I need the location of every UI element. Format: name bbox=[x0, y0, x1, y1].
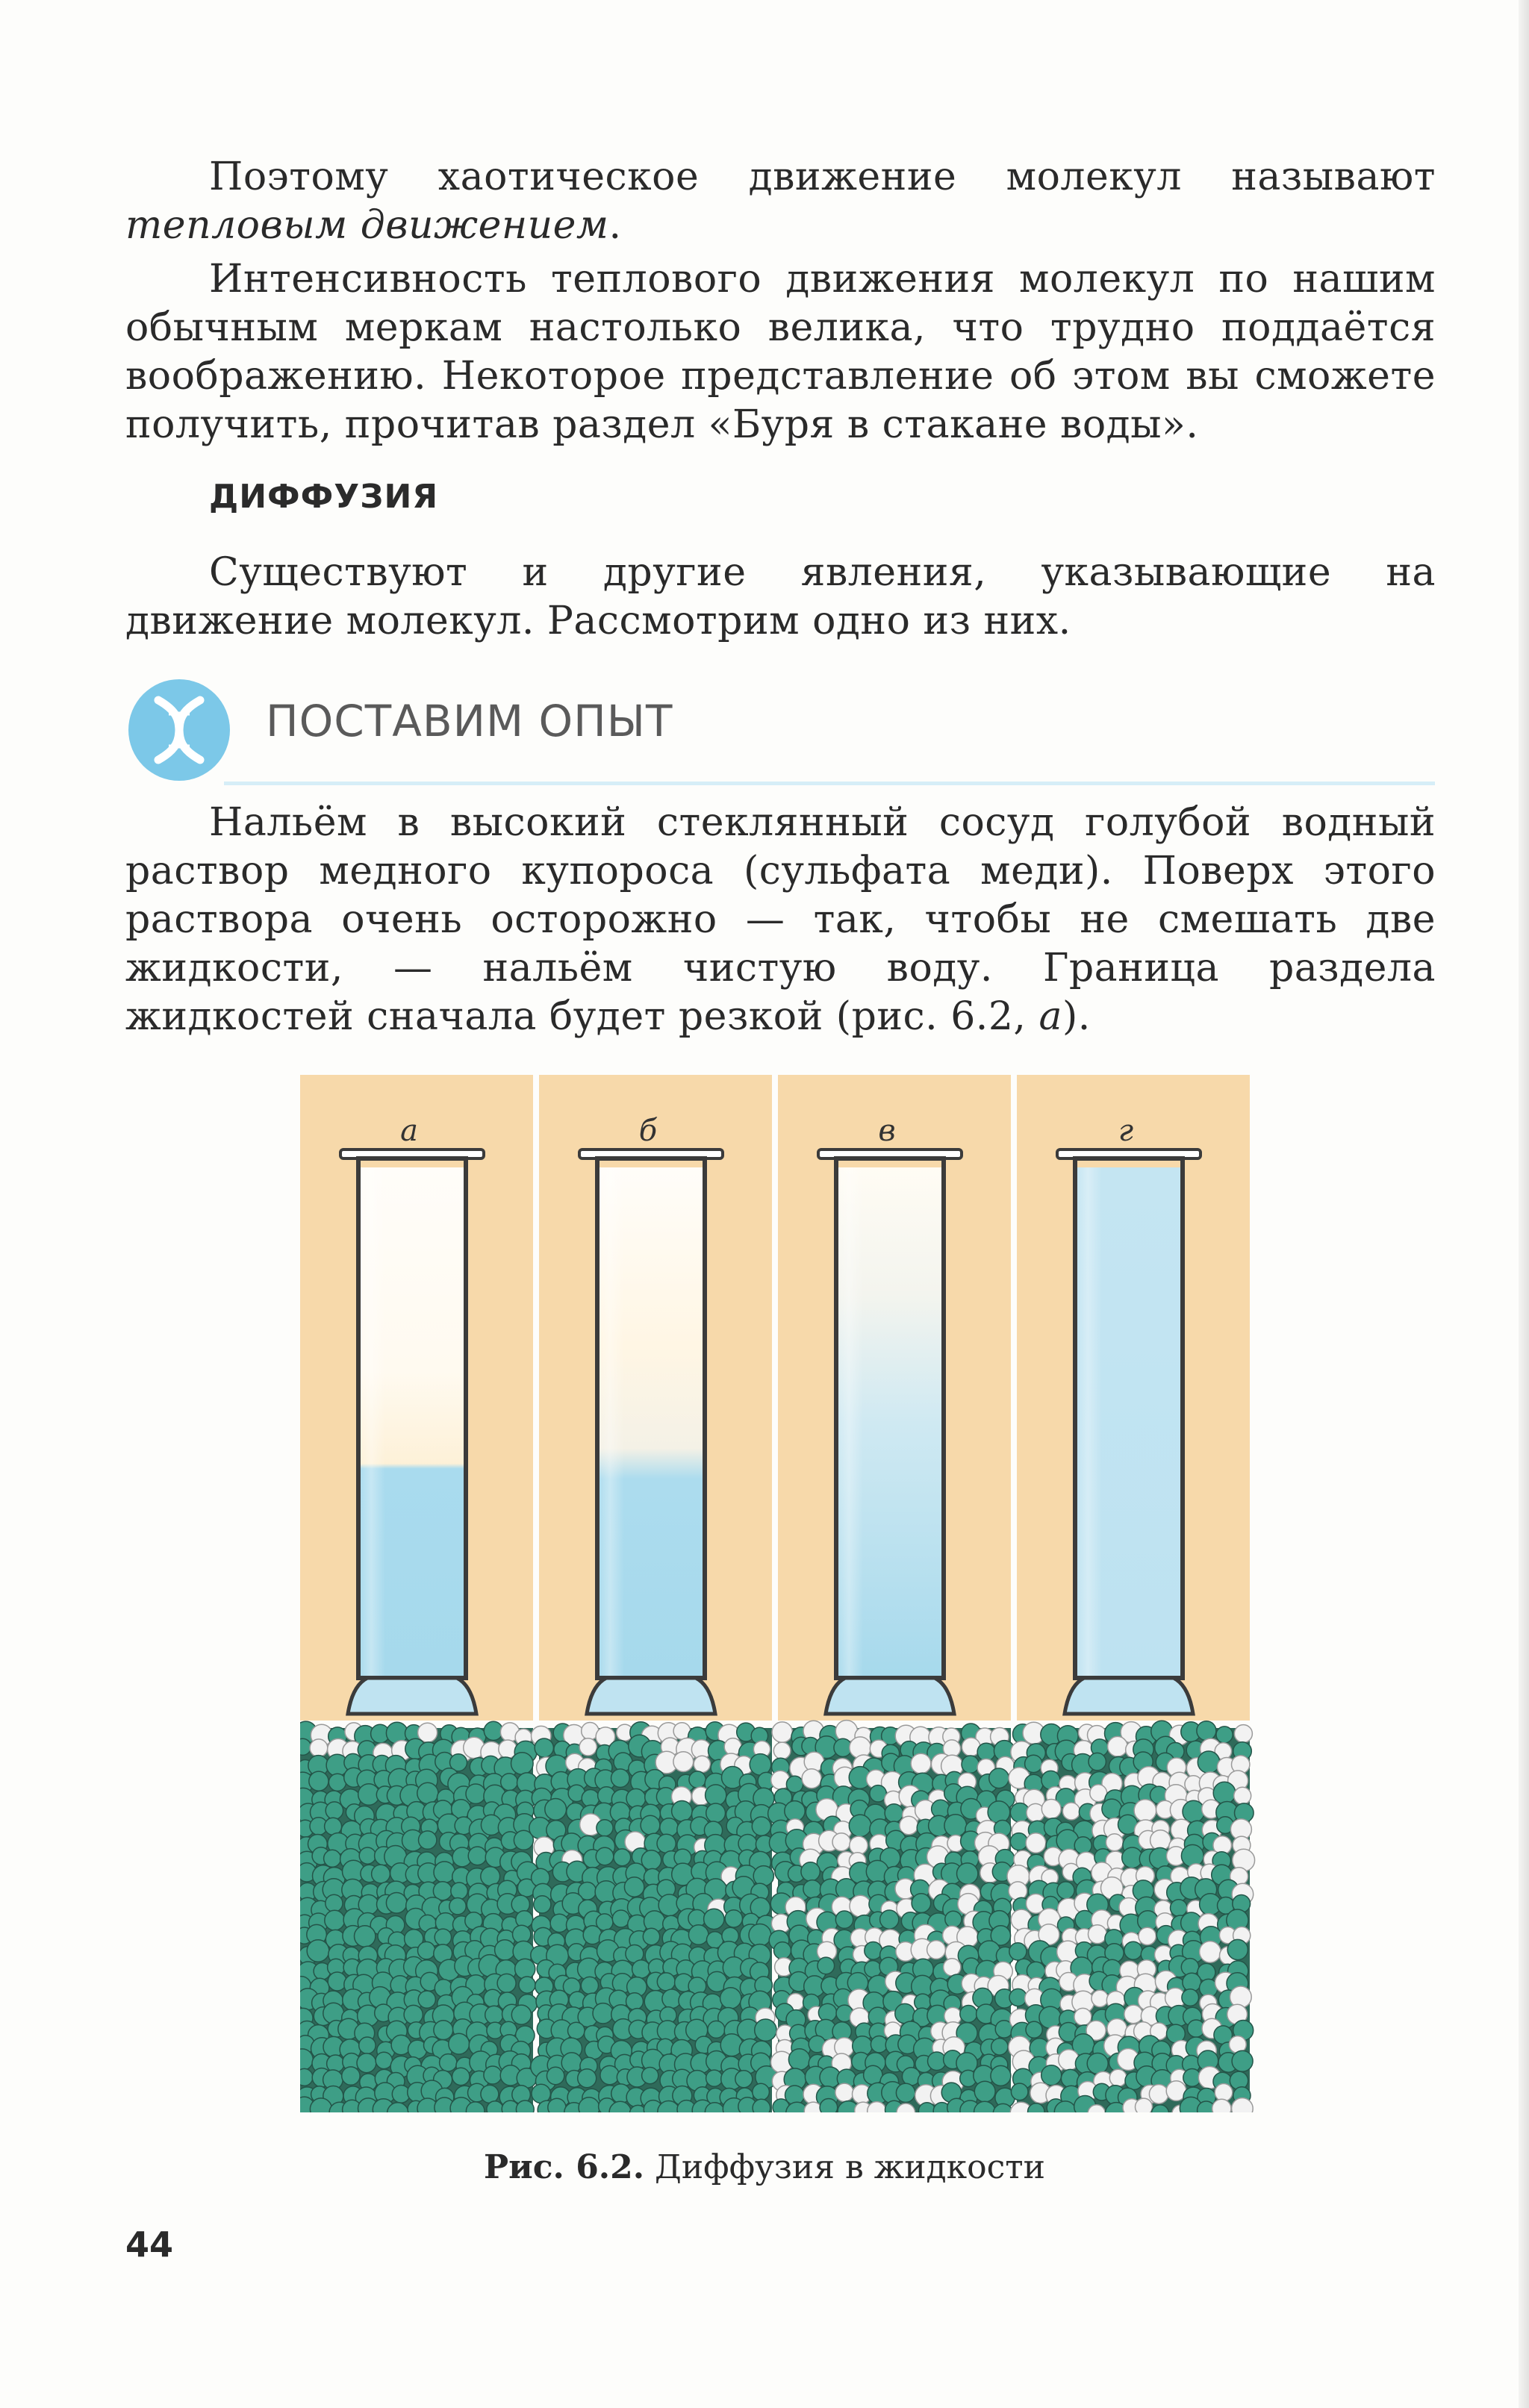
solution-molecule bbox=[417, 1782, 438, 1803]
solution-molecule bbox=[326, 1894, 343, 1912]
solution-molecule bbox=[688, 1925, 709, 1945]
cylinder-base bbox=[1065, 1678, 1193, 1714]
water-molecule bbox=[694, 1756, 710, 1772]
solution-molecule bbox=[561, 2053, 582, 2073]
solution-molecule bbox=[325, 1910, 345, 1930]
molecule-panel-3 bbox=[768, 1721, 1015, 2112]
panel-label: б bbox=[638, 1114, 658, 1148]
water-molecule bbox=[1139, 1927, 1156, 1944]
molecule-panel-2 bbox=[529, 1722, 778, 2112]
solution-molecule bbox=[818, 2003, 836, 2021]
solution-molecule bbox=[1074, 1837, 1092, 1854]
solution-molecule bbox=[660, 1818, 679, 1837]
solution-molecule bbox=[1232, 2050, 1253, 2071]
solution-molecule bbox=[546, 2067, 564, 2084]
solution-molecule bbox=[1057, 1882, 1074, 1899]
solution-molecule bbox=[418, 1941, 435, 1959]
solution-molecule bbox=[1041, 2065, 1062, 2086]
solution-molecule bbox=[1197, 1721, 1216, 1741]
solution-molecule bbox=[342, 2067, 360, 2085]
solution-molecule bbox=[434, 2021, 453, 2040]
solution-molecule bbox=[449, 2033, 470, 2054]
solution-molecule bbox=[1124, 1941, 1142, 1959]
glass-highlight bbox=[358, 1167, 466, 1678]
solution-molecule bbox=[535, 1738, 553, 1757]
solution-molecule bbox=[785, 1801, 805, 1821]
water-molecule bbox=[1136, 2098, 1153, 2112]
water-molecule bbox=[1089, 1925, 1107, 1944]
solution-molecule bbox=[519, 1977, 535, 1993]
solution-molecule bbox=[568, 2022, 585, 2039]
solution-molecule bbox=[749, 1924, 771, 1947]
solution-molecule bbox=[435, 1980, 452, 1997]
solution-molecule bbox=[516, 2100, 534, 2112]
water-molecule bbox=[802, 1769, 821, 1788]
solution-molecule bbox=[774, 1942, 791, 1959]
water-molecule bbox=[1212, 2099, 1231, 2112]
solution-molecule bbox=[307, 1940, 329, 1962]
solution-molecule bbox=[755, 2019, 776, 2041]
solution-molecule bbox=[871, 2036, 887, 2053]
solution-molecule bbox=[1009, 1943, 1027, 1960]
solution-molecule bbox=[534, 1896, 551, 1913]
solution-molecule bbox=[466, 1784, 485, 1803]
solution-molecule bbox=[960, 2006, 977, 2023]
water-molecule bbox=[1092, 1990, 1108, 2006]
figure-caption bbox=[0, 2148, 1529, 2186]
solution-molecule bbox=[820, 2099, 838, 2113]
solution-molecule bbox=[449, 1898, 466, 1915]
caption-label: Рис. 6.2. bbox=[484, 2148, 645, 2186]
solution-molecule bbox=[1198, 1751, 1219, 1773]
solution-molecule bbox=[451, 1883, 468, 1900]
water-molecule bbox=[773, 1742, 791, 1759]
paragraph-intensity bbox=[125, 255, 1436, 449]
section-heading: ДИФФУЗИЯ bbox=[209, 478, 439, 516]
solution-molecule bbox=[404, 2005, 423, 2024]
paragraph-end: . bbox=[608, 203, 622, 248]
caption-text: Диффузия в жидкости bbox=[644, 2148, 1045, 2186]
water-molecule bbox=[1108, 1736, 1128, 1756]
solution-molecule bbox=[359, 2037, 376, 2053]
panel-label: г bbox=[1118, 1114, 1134, 1148]
water-molecule bbox=[1041, 1800, 1061, 1819]
solution-molecule bbox=[989, 1768, 1009, 1788]
solution-molecule bbox=[434, 1862, 455, 1883]
water-molecule bbox=[1234, 1787, 1251, 1804]
solution-molecule bbox=[1171, 1900, 1188, 1917]
solution-molecule bbox=[324, 1850, 341, 1867]
solution-molecule bbox=[612, 1910, 629, 1927]
diffusion-figure bbox=[300, 1075, 1257, 2112]
solution-molecule bbox=[440, 2054, 457, 2071]
experiment-title: ПОСТАВИМ ОПЫТ bbox=[266, 696, 673, 746]
solution-molecule bbox=[864, 2065, 882, 2084]
solution-molecule bbox=[991, 2065, 1011, 2086]
solution-molecule bbox=[511, 2005, 531, 2024]
solution-molecule bbox=[753, 2099, 770, 2112]
molecule-panel-1 bbox=[300, 1721, 538, 2112]
solution-molecule bbox=[706, 1785, 726, 1806]
water-molecule bbox=[1109, 2069, 1127, 2086]
water-molecule bbox=[832, 1833, 850, 1851]
solution-molecule bbox=[355, 1926, 376, 1947]
water-molecule bbox=[1200, 1941, 1221, 1963]
solution-molecule bbox=[1010, 1833, 1027, 1850]
solution-molecule bbox=[1011, 2083, 1028, 2100]
solution-molecule bbox=[657, 1973, 675, 1991]
solution-molecule bbox=[1039, 2006, 1061, 2028]
solution-molecule bbox=[545, 1799, 567, 1821]
solution-molecule bbox=[626, 1788, 646, 1808]
solution-molecule bbox=[611, 1769, 630, 1788]
paragraph-text: Поэтому хаотическое движение молекул называют bbox=[209, 155, 1436, 199]
water-molecule bbox=[1215, 2084, 1233, 2102]
solution-molecule bbox=[578, 2069, 597, 2088]
solution-molecule bbox=[704, 1909, 724, 1929]
solution-molecule bbox=[435, 1929, 451, 1945]
solution-molecule bbox=[720, 1988, 741, 2009]
solution-molecule bbox=[1102, 1799, 1122, 1819]
figure-reference: а bbox=[1038, 994, 1062, 1039]
page-edge bbox=[1519, 0, 1529, 2408]
solution-molecule bbox=[725, 1910, 742, 1927]
panel-label: а bbox=[400, 1114, 418, 1148]
solution-molecule bbox=[626, 1993, 644, 2010]
solution-molecule bbox=[581, 1977, 598, 1994]
water-molecule bbox=[944, 1959, 961, 1976]
paragraph-text: Нальём в высокий стеклянный сосуд голубой водный раствор медного купороса (сульфата меди). Поверх этого раствора очень осторожно — так, чтобы не смешать две жидкости, — нальём чистую воду. Граница раздела жидкостей сначала будет резкой (рис. 6.2, bbox=[125, 800, 1436, 1039]
solution-molecule bbox=[485, 2006, 503, 2024]
solution-molecule bbox=[596, 1847, 614, 1865]
paragraph-end: ). bbox=[1062, 994, 1091, 1039]
solution-molecule bbox=[957, 1863, 978, 1884]
solution-molecule bbox=[708, 2021, 725, 2038]
paragraph-text: Существуют и другие явления, указывающие на движение молекул. Рассмотрим одно из них. bbox=[125, 550, 1436, 643]
solution-molecule bbox=[818, 1957, 835, 1974]
solution-molecule bbox=[1183, 1800, 1204, 1822]
solution-molecule bbox=[801, 1862, 820, 1881]
solution-molecule bbox=[706, 2070, 723, 2086]
solution-molecule bbox=[803, 1880, 821, 1898]
water-molecule bbox=[310, 1739, 328, 1757]
solution-molecule bbox=[501, 1774, 518, 1791]
glass-highlight bbox=[836, 1167, 944, 1678]
cylinder-base bbox=[348, 1678, 476, 1714]
solution-molecule bbox=[468, 1847, 487, 1865]
cylinder-base bbox=[587, 1678, 715, 1714]
solution-molecule bbox=[944, 1815, 967, 1837]
solution-molecule bbox=[481, 2085, 499, 2103]
solution-molecule bbox=[1087, 2053, 1108, 2074]
solution-molecule bbox=[642, 2068, 658, 2084]
water-molecule bbox=[1134, 1800, 1156, 1822]
solution-molecule bbox=[641, 1815, 660, 1835]
solution-molecule bbox=[753, 1866, 773, 1886]
solution-molecule bbox=[788, 2049, 810, 2071]
solution-molecule bbox=[497, 1974, 516, 1992]
solution-molecule bbox=[326, 1802, 343, 1819]
solution-molecule bbox=[657, 1834, 676, 1853]
solution-molecule bbox=[328, 1972, 346, 1991]
water-molecule bbox=[673, 1752, 694, 1772]
solution-molecule bbox=[945, 1911, 962, 1927]
solution-molecule bbox=[880, 1910, 899, 1929]
solution-molecule bbox=[579, 2097, 600, 2112]
solution-molecule bbox=[885, 1804, 903, 1823]
water-molecule bbox=[1074, 2008, 1092, 2025]
water-molecule bbox=[900, 1816, 918, 1835]
solution-molecule bbox=[550, 1914, 568, 1932]
solution-molecule bbox=[1009, 1989, 1027, 2006]
solution-molecule bbox=[376, 2052, 392, 2068]
solution-molecule bbox=[974, 2081, 995, 2102]
panel-2 bbox=[539, 1075, 772, 1721]
water-molecule bbox=[1234, 1725, 1252, 1743]
solution-molecule bbox=[753, 2083, 770, 2100]
panel-4 bbox=[1017, 1075, 1250, 1721]
solution-molecule bbox=[548, 2098, 566, 2112]
solution-molecule bbox=[452, 2068, 470, 2085]
solution-molecule bbox=[991, 2039, 1008, 2055]
water-molecule bbox=[418, 1723, 437, 1742]
solution-molecule bbox=[359, 1847, 376, 1864]
water-molecule bbox=[579, 1738, 597, 1756]
solution-molecule bbox=[1182, 1989, 1199, 2006]
solution-molecule bbox=[624, 1877, 644, 1897]
solution-molecule bbox=[643, 1928, 659, 1944]
solution-molecule bbox=[600, 2065, 619, 2084]
water-molecule bbox=[1106, 1834, 1123, 1851]
solution-molecule bbox=[419, 1831, 437, 1849]
solution-molecule bbox=[988, 1801, 1010, 1824]
paragraph-text: Интенсивность теплового движения молекул по нашим обычным меркам настолько велика, что трудно поддаётся воображению. Некоторое представление об этом вы сможете получить, прочитав раздел «Буря в стакане воды». bbox=[125, 257, 1436, 447]
solution-molecule bbox=[672, 1801, 693, 1822]
water-molecule bbox=[911, 1753, 931, 1774]
water-molecule bbox=[1149, 2085, 1168, 2104]
water-molecule bbox=[835, 2083, 853, 2101]
solution-molecule bbox=[735, 2071, 753, 2088]
solution-molecule bbox=[511, 1753, 534, 1775]
solution-molecule bbox=[372, 1865, 390, 1883]
solution-molecule bbox=[896, 2083, 915, 2102]
solution-molecule bbox=[912, 1894, 931, 1913]
panel-3 bbox=[778, 1075, 1011, 1721]
water-molecule bbox=[850, 1836, 868, 1854]
solution-molecule bbox=[1089, 1753, 1106, 1770]
solution-molecule bbox=[835, 1911, 853, 1928]
water-molecule bbox=[927, 1941, 946, 1959]
solution-molecule bbox=[865, 1942, 882, 1960]
page-number: 44 bbox=[125, 2224, 174, 2265]
water-molecule bbox=[1062, 1803, 1080, 1820]
water-molecule bbox=[850, 1895, 871, 1917]
solution-molecule bbox=[309, 1771, 328, 1791]
solution-molecule bbox=[1026, 2021, 1042, 2038]
solution-molecule bbox=[484, 2066, 502, 2084]
paragraph-experiment bbox=[125, 799, 1436, 1041]
solution-molecule bbox=[689, 1771, 706, 1788]
term-thermal-motion: тепловым движением bbox=[125, 203, 609, 248]
solution-molecule bbox=[484, 1721, 502, 1740]
solution-molecule bbox=[632, 1960, 650, 1978]
dna-experiment-icon bbox=[127, 678, 231, 782]
panel-label: в bbox=[878, 1114, 896, 1148]
paragraph-thermal-motion bbox=[125, 153, 1436, 250]
solution-molecule bbox=[962, 1756, 979, 1773]
water-molecule bbox=[1124, 2005, 1143, 2024]
solution-molecule bbox=[357, 2053, 376, 2073]
solution-molecule bbox=[418, 1991, 435, 2008]
solution-molecule bbox=[386, 1893, 407, 1914]
glass-highlight bbox=[597, 1167, 705, 1678]
solution-molecule bbox=[487, 2101, 503, 2112]
solution-molecule bbox=[1181, 1844, 1203, 1867]
glass-highlight bbox=[1075, 1167, 1183, 1678]
water-molecule bbox=[772, 1722, 792, 1742]
solution-molecule bbox=[582, 1790, 599, 1807]
solution-molecule bbox=[895, 2003, 915, 2023]
solution-molecule bbox=[300, 2068, 313, 2086]
solution-molecule bbox=[977, 1743, 995, 1761]
solution-molecule bbox=[752, 1817, 770, 1835]
solution-molecule bbox=[849, 1815, 871, 1837]
cylinder-base bbox=[826, 1678, 954, 1714]
water-molecule bbox=[1009, 1882, 1027, 1900]
panel-1 bbox=[300, 1075, 533, 1721]
solution-molecule bbox=[706, 1803, 726, 1823]
water-molecule bbox=[1026, 1833, 1046, 1853]
solution-molecule bbox=[1227, 1939, 1248, 1959]
solution-molecule bbox=[1213, 1782, 1236, 1804]
solution-molecule bbox=[1025, 1755, 1042, 1772]
molecule-panel-4 bbox=[1007, 1721, 1255, 2112]
solution-molecule bbox=[865, 1961, 881, 1977]
solution-molecule bbox=[597, 1820, 613, 1836]
experiment-divider bbox=[224, 782, 1435, 785]
solution-molecule bbox=[614, 1849, 631, 1866]
solution-molecule bbox=[495, 1940, 515, 1960]
solution-molecule bbox=[1216, 1727, 1233, 1743]
paragraph-other-phenomena bbox=[125, 549, 1436, 646]
solution-molecule bbox=[593, 2003, 613, 2024]
solution-molecule bbox=[515, 1959, 535, 1979]
